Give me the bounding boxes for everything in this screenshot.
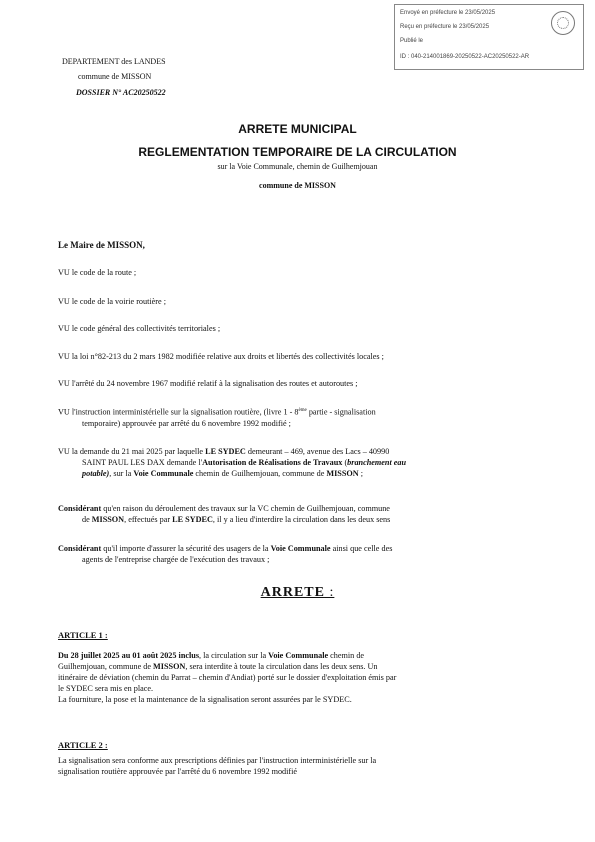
arrete-heading xyxy=(0,585,595,601)
considerant-2-a: Considérant xyxy=(58,544,102,553)
considerant-1-c: de xyxy=(82,515,92,524)
considerant-1-a: Considérant xyxy=(58,504,102,513)
stamp-envoye: Envoyé en préfecture le 23/05/2025 xyxy=(400,10,496,16)
considerant-1-f: LE SYDEC xyxy=(172,515,213,524)
vu-instruction-b: partie - signalisation xyxy=(306,407,376,417)
considerant-2-b: qu'il importe d'assurer la sécurité des usagers de la xyxy=(101,544,271,553)
prefecture-stamp xyxy=(394,4,584,70)
article-2-body xyxy=(58,755,563,777)
considerant-2-e: agents de l'entreprise chargée de l'exécution des travaux ; xyxy=(82,555,270,564)
departement-label: DEPARTEMENT des LANDES xyxy=(62,57,166,66)
vu-demande-d: SAINT PAUL LES DAX demande l' xyxy=(82,458,203,467)
article-1-h: itinéraire de déviation (chemin du Parrat – chemin d'Andiat) porté sur le dossier d'exploitation émis par xyxy=(58,673,397,682)
considerant-1-g: , il y a lieu d'interdire la circulation dans les deux sens xyxy=(212,515,391,524)
vu-demande-c: demeurant – 469, avenue des Lacs – 40990 xyxy=(245,447,390,456)
vu-demande-k: chemin de Guilhemjouan, commune de xyxy=(193,469,327,478)
article-1-j: La fourniture, la pose et la maintenance de la signalisation seront assurées par le SYDEC. xyxy=(58,695,352,704)
vu-demande-autorisation: Autorisation de Réalisations de Travaux xyxy=(202,458,343,467)
vu-demande-misson: MISSON xyxy=(326,469,359,478)
title-commune: commune de MISSON xyxy=(259,181,336,190)
article-1-i: le SYDEC sera mis en place. xyxy=(58,684,154,693)
page-title: ARRETE MUNICIPAL xyxy=(238,122,357,136)
considerant-1-d: MISSON xyxy=(91,515,125,524)
dossier-label: DOSSIER N° AC20250522 xyxy=(76,88,166,97)
vu-code-route: VU le code de la route ; xyxy=(58,268,137,277)
vu-code-collectivites: VU le code général des collectivités territoriales ; xyxy=(58,324,221,333)
vu-instruction-a: VU l'instruction interministérielle sur la signalisation routière, (livre 1 - 8 xyxy=(58,407,299,417)
article-2-a: La signalisation sera conforme aux prescriptions définies par l'instruction interministérielle sur la xyxy=(58,756,377,765)
vu-demande-voie: Voie Communale xyxy=(133,469,194,478)
vu-code-voirie: VU le code de la voirie routière ; xyxy=(58,297,166,306)
stamp-publie: Publié le xyxy=(400,38,424,44)
vu-loi-1982: VU la loi n°82-213 du 2 mars 1982 modifiée relative aux droits et libertés des collectivités locales ; xyxy=(58,352,384,361)
title-road: sur la Voie Communale, chemin de Guilhemjouan xyxy=(217,162,378,171)
vu-demande xyxy=(58,446,563,479)
considerant-2-c: Voie Communale xyxy=(270,544,331,553)
article-1-title: ARTICLE 1 : xyxy=(58,630,108,640)
article-1-c: Voie Communale xyxy=(268,651,329,660)
considerant-1 xyxy=(58,503,563,525)
vu-demande-f: ( xyxy=(342,458,348,467)
article-1-f: MISSON xyxy=(153,662,186,671)
considerant-1-e: , effectués par xyxy=(124,515,173,524)
arrete-suffix: : xyxy=(324,585,335,600)
article-2-title: ARTICLE 2 : xyxy=(58,740,108,750)
stamp-recu: Reçu en préfecture le 23/05/2025 xyxy=(400,24,490,30)
considerant-2-d: ainsi que celle des xyxy=(330,544,393,553)
article-1-g: , sera interdite à toute la circulation dans les deux sens. Un xyxy=(185,662,378,671)
article-2-b: signalisation routière approuvée par l'arrêté du 6 novembre 1992 modifié xyxy=(58,767,298,776)
page-subtitle: REGLEMENTATION TEMPORAIRE DE LA CIRCULATION xyxy=(138,145,457,159)
vu-demande-m: ; xyxy=(358,469,364,478)
vu-demande-h: potable) xyxy=(82,469,110,478)
article-1-body xyxy=(58,650,563,705)
maire-line: Le Maire de MISSON, xyxy=(58,240,145,250)
vu-demande-a: VU la demande du 21 mai 2025 par laquelle xyxy=(58,447,206,456)
stamp-id: ID : 040-214001869-20250522-AC20250522-AR xyxy=(400,54,530,60)
vu-arrete-1967: VU l'arrêté du 24 novembre 1967 modifié relatif à la signalisation des routes et autoroutes ; xyxy=(58,379,358,388)
seal-icon xyxy=(551,11,575,35)
vu-instruction xyxy=(58,405,558,429)
article-1-a: Du 28 juillet 2025 au 01 août 2025 inclus xyxy=(58,651,200,660)
vu-instruction-c: temporaire) approuvée par arrêté du 6 novembre 1992 modifié ; xyxy=(82,418,291,428)
vu-instruction-sup: ème xyxy=(298,408,307,413)
vu-demande-i: , sur la xyxy=(109,469,134,478)
article-1-e: Guilhemjouan, commune de xyxy=(58,662,154,671)
vu-demande-g: branchement eau xyxy=(347,458,407,467)
considerant-2 xyxy=(58,543,563,565)
considerant-1-b: qu'en raison du déroulement des travaux sur la VC chemin de Guilhemjouan, commune xyxy=(101,504,390,513)
article-1-d: chemin de xyxy=(328,651,365,660)
arrete-word: ARRETE xyxy=(260,585,325,600)
commune-label: commune de MISSON xyxy=(78,72,152,81)
article-1-b: , la circulation sur la xyxy=(199,651,269,660)
vu-demande-sydec: LE SYDEC xyxy=(205,447,246,456)
